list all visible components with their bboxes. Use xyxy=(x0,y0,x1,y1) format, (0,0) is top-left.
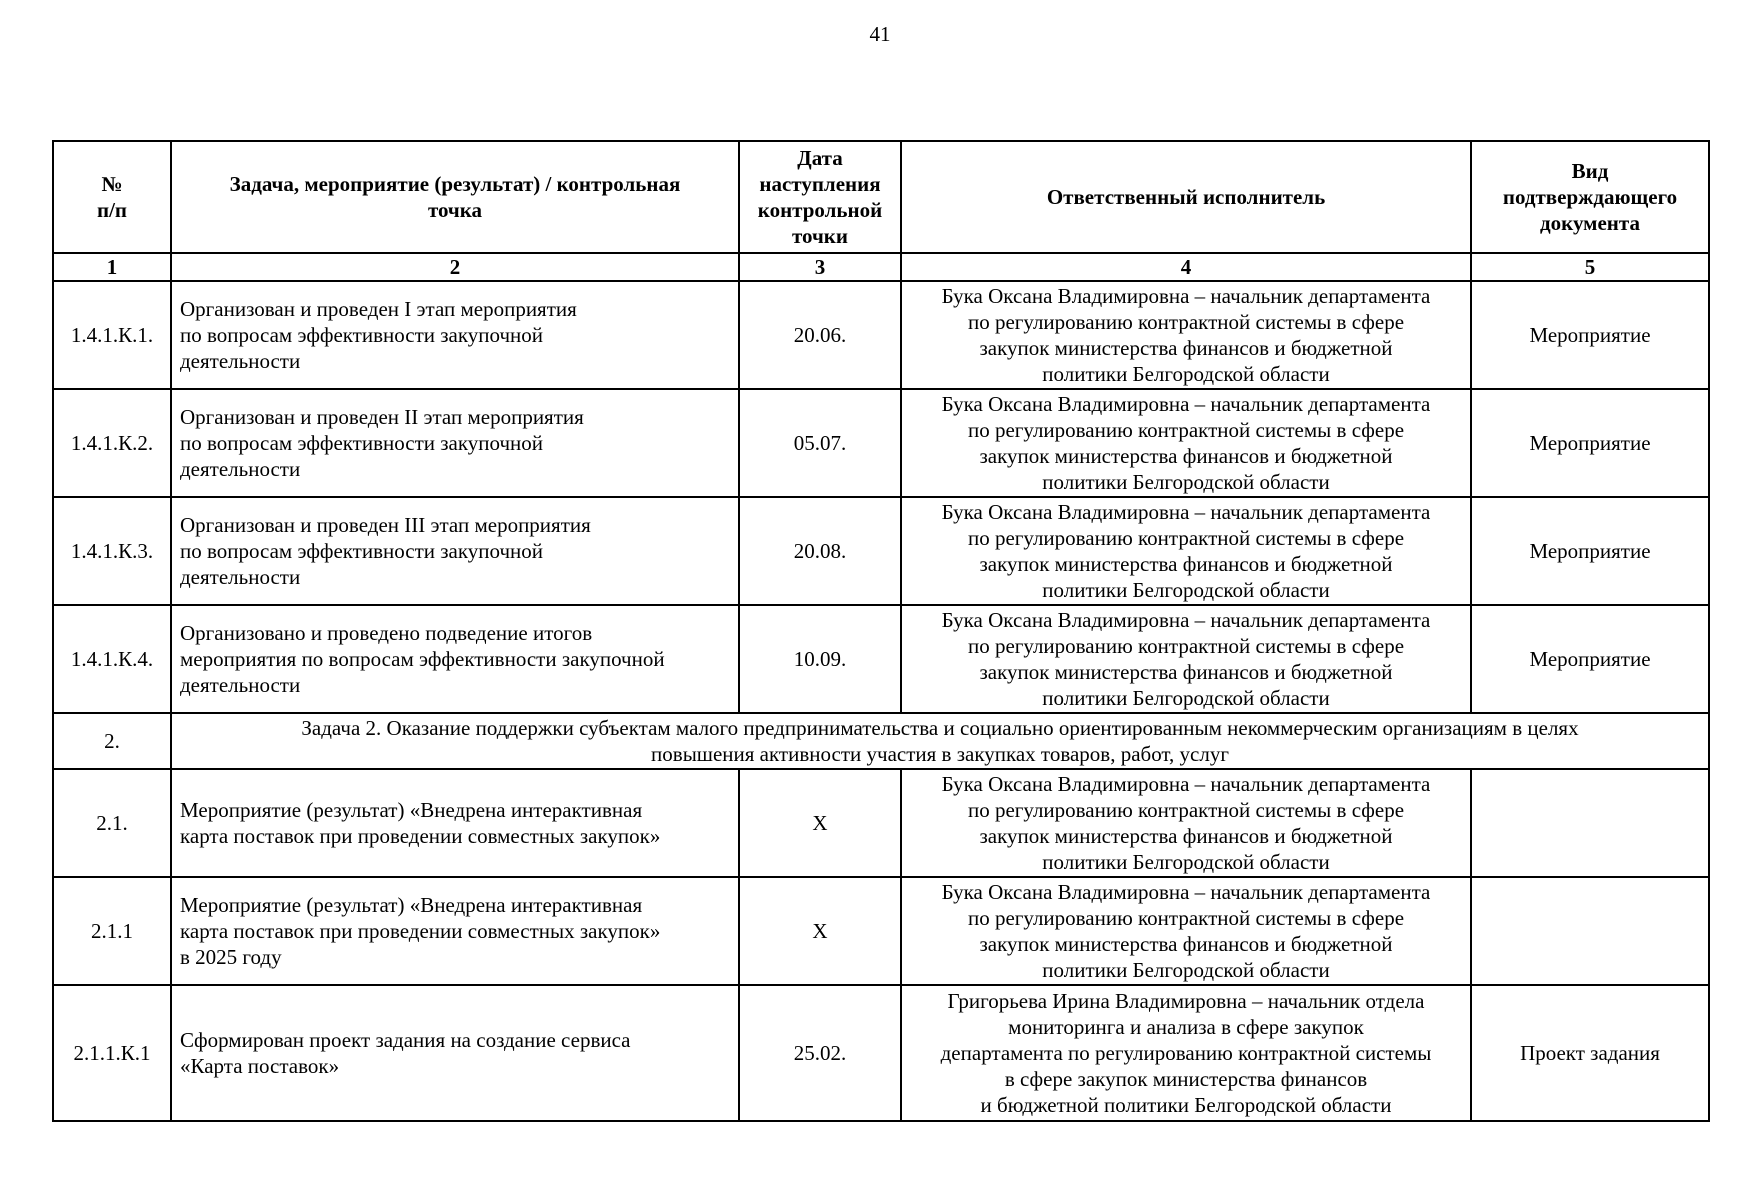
header-number: № п/п xyxy=(53,141,171,253)
column-number: 3 xyxy=(739,253,901,281)
row-task: Мероприятие (результат) «Внедрена интерактивная карта поставок при проведении совместных закупок» в 2025 году xyxy=(171,877,739,985)
row-document xyxy=(1471,877,1709,985)
row-number: 1.4.1.К.2. xyxy=(53,389,171,497)
header-responsible: Ответственный исполнитель xyxy=(901,141,1471,253)
row-number: 2.1. xyxy=(53,769,171,877)
row-date: X xyxy=(739,769,901,877)
row-task: Мероприятие (результат) «Внедрена интерактивная карта поставок при проведении совместных закупок» xyxy=(171,769,739,877)
row-date: 05.07. xyxy=(739,389,901,497)
page-number: 41 xyxy=(869,22,891,46)
table-row xyxy=(53,605,1709,713)
column-number: 5 xyxy=(1471,253,1709,281)
row-number: 1.4.1.К.1. xyxy=(53,281,171,389)
row-responsible: Григорьева Ирина Владимировна – начальник отдела мониторинга и анализа в сфере закупок департамента по регулированию контрактной системы в сфере закупок министерства финансов и бюджетной политики Белгородской области xyxy=(901,985,1471,1121)
column-number-row xyxy=(53,253,1709,281)
row-date: 20.08. xyxy=(739,497,901,605)
row-task: Организовано и проведено подведение итогов мероприятия по вопросам эффективности закупочной деятельности xyxy=(171,605,739,713)
row-task: Организован и проведен I этап мероприятия по вопросам эффективности закупочной деятельности xyxy=(171,281,739,389)
table-row xyxy=(53,877,1709,985)
table-row xyxy=(53,389,1709,497)
row-document: Мероприятие xyxy=(1471,281,1709,389)
row-date: 10.09. xyxy=(739,605,901,713)
row-number: 1.4.1.К.4. xyxy=(53,605,171,713)
table-header-row xyxy=(53,141,1709,253)
row-document: Мероприятие xyxy=(1471,497,1709,605)
row-number: 2.1.1.К.1 xyxy=(53,985,171,1121)
row-responsible: Бука Оксана Владимировна – начальник департамента по регулированию контрактной системы в сфере закупок министерства финансов и бюджетной политики Белгородской области xyxy=(901,877,1471,985)
row-responsible: Бука Оксана Владимировна – начальник департамента по регулированию контрактной системы в сфере закупок министерства финансов и бюджетной политики Белгородской области xyxy=(901,605,1471,713)
table-row xyxy=(53,985,1709,1121)
task-number: 2. xyxy=(53,713,171,769)
control-points-table xyxy=(52,140,1710,1122)
row-responsible: Бука Оксана Владимировна – начальник департамента по регулированию контрактной системы в сфере закупок министерства финансов и бюджетной политики Белгородской области xyxy=(901,281,1471,389)
header-date: Дата наступления контрольной точки xyxy=(739,141,901,253)
row-responsible: Бука Оксана Владимировна – начальник департамента по регулированию контрактной системы в сфере закупок министерства финансов и бюджетной политики Белгородской области xyxy=(901,769,1471,877)
header-task: Задача, мероприятие (результат) / контрольная точка xyxy=(171,141,739,253)
header-document: Вид подтверждающего документа xyxy=(1471,141,1709,253)
row-document: Мероприятие xyxy=(1471,605,1709,713)
row-document xyxy=(1471,769,1709,877)
task-title: Задача 2. Оказание поддержки субъектам малого предпринимательства и социально ориентированным некоммерческим организациям в целях повышения активности участия в закупках товаров, работ, услуг xyxy=(171,713,1709,769)
column-number: 4 xyxy=(901,253,1471,281)
row-task: Организован и проведен II этап мероприятия по вопросам эффективности закупочной деятельности xyxy=(171,389,739,497)
row-responsible: Бука Оксана Владимировна – начальник департамента по регулированию контрактной системы в сфере закупок министерства финансов и бюджетной политики Белгородской области xyxy=(901,389,1471,497)
column-number: 2 xyxy=(171,253,739,281)
column-number: 1 xyxy=(53,253,171,281)
task-row xyxy=(53,713,1709,769)
table-row xyxy=(53,281,1709,389)
row-number: 1.4.1.К.3. xyxy=(53,497,171,605)
row-number: 2.1.1 xyxy=(53,877,171,985)
row-task: Сформирован проект задания на создание сервиса «Карта поставок» xyxy=(171,985,739,1121)
row-date: 25.02. xyxy=(739,985,901,1121)
row-document: Проект задания xyxy=(1471,985,1709,1121)
row-task: Организован и проведен III этап мероприятия по вопросам эффективности закупочной деятельности xyxy=(171,497,739,605)
table-row xyxy=(53,497,1709,605)
row-date: 20.06. xyxy=(739,281,901,389)
row-responsible: Бука Оксана Владимировна – начальник департамента по регулированию контрактной системы в сфере закупок министерства финансов и бюджетной политики Белгородской области xyxy=(901,497,1471,605)
row-date: X xyxy=(739,877,901,985)
table-row xyxy=(53,769,1709,877)
row-document: Мероприятие xyxy=(1471,389,1709,497)
